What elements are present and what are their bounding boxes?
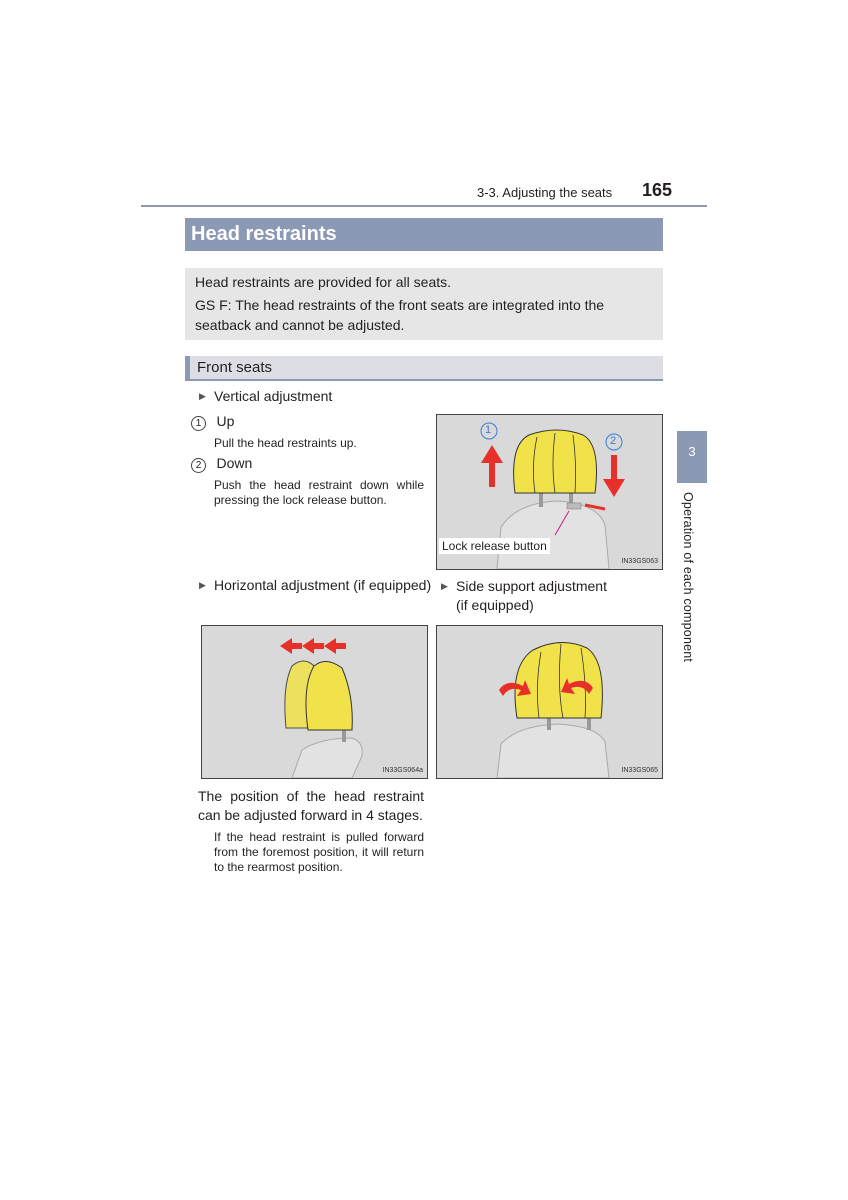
figure-code-065: IN33GS065 bbox=[621, 767, 658, 774]
bullet-triangle-icon: ▶ bbox=[199, 391, 206, 401]
intro-line-1: Head restraints are provided for all seats. bbox=[195, 274, 452, 290]
horizontal-heading bbox=[199, 577, 431, 593]
lock-release-button-shape bbox=[567, 503, 581, 509]
chapter-tab: 3 bbox=[677, 431, 707, 483]
vertical-heading-text: Vertical adjustment bbox=[214, 388, 333, 404]
arrow-left-icon-3 bbox=[324, 638, 346, 654]
header-divider bbox=[141, 205, 707, 207]
number-2-icon: 2 bbox=[191, 458, 206, 473]
seatback-shape bbox=[292, 738, 362, 778]
item-up bbox=[191, 413, 234, 431]
section-header: 3-3. Adjusting the seats bbox=[477, 185, 613, 200]
item-down-label: Down bbox=[216, 455, 253, 471]
arrow-left-icon-1 bbox=[280, 638, 302, 654]
side-support-heading bbox=[441, 577, 607, 615]
horizontal-heading-text: Horizontal adjustment (if equipped) bbox=[214, 577, 432, 593]
figure-code-064a: IN33GS064a bbox=[382, 767, 423, 774]
bullet-triangle-icon: ▶ bbox=[441, 581, 448, 591]
arrow-up-icon bbox=[481, 445, 503, 487]
figure-marker-1: 1 bbox=[485, 424, 492, 436]
head-restraint-shape bbox=[515, 642, 602, 718]
page-title: Head restraints bbox=[185, 218, 663, 251]
side-support-figure bbox=[436, 625, 663, 779]
seatback-shape bbox=[497, 724, 609, 778]
page-number: 165 bbox=[642, 180, 673, 200]
vertical-adjustment-figure bbox=[436, 414, 663, 570]
horizontal-figure-drawing bbox=[202, 626, 427, 778]
arrow-down-icon bbox=[603, 455, 625, 497]
restraint-post bbox=[539, 493, 543, 507]
item-down-desc: Push the head restraint down while pressing the lock release button. bbox=[214, 478, 424, 507]
lock-release-callout: Lock release button bbox=[439, 538, 550, 554]
head-restraint-shape bbox=[514, 430, 597, 493]
figure-code-063: IN33GS063 bbox=[621, 558, 658, 565]
side-support-heading-line1: Side support adjustment bbox=[456, 578, 607, 594]
subsection-title: Front seats bbox=[185, 356, 663, 381]
horizontal-body-text: The position of the head restraint can be adjusted forward in 4 stages. bbox=[198, 788, 424, 823]
item-up-desc: Pull the head restraints up. bbox=[214, 436, 357, 450]
item-down bbox=[191, 455, 252, 473]
side-support-heading-line2: (if equipped) bbox=[456, 597, 534, 613]
seatback-shape bbox=[497, 501, 609, 569]
arrow-left-icon-2 bbox=[302, 638, 324, 654]
item-up-label: Up bbox=[216, 413, 235, 429]
number-1-icon: 1 bbox=[191, 416, 206, 431]
side-support-figure-drawing bbox=[437, 626, 662, 778]
intro-line-2: GS F: The head restraints of the front seats are integrated into the seatback and cannot be adjusted. bbox=[195, 297, 605, 333]
horizontal-note: If the head restraint is pulled forward from the foremost position, it will return to the rearmost position. bbox=[214, 830, 424, 874]
horizontal-adjustment-figure bbox=[201, 625, 428, 779]
head-restraint-shape bbox=[306, 661, 352, 730]
figure-marker-2: 2 bbox=[610, 435, 617, 447]
intro-box bbox=[185, 268, 663, 340]
chapter-tab-label: Operation of each component bbox=[681, 492, 695, 663]
vertical-heading bbox=[199, 388, 332, 404]
bullet-triangle-icon: ▶ bbox=[199, 580, 206, 590]
